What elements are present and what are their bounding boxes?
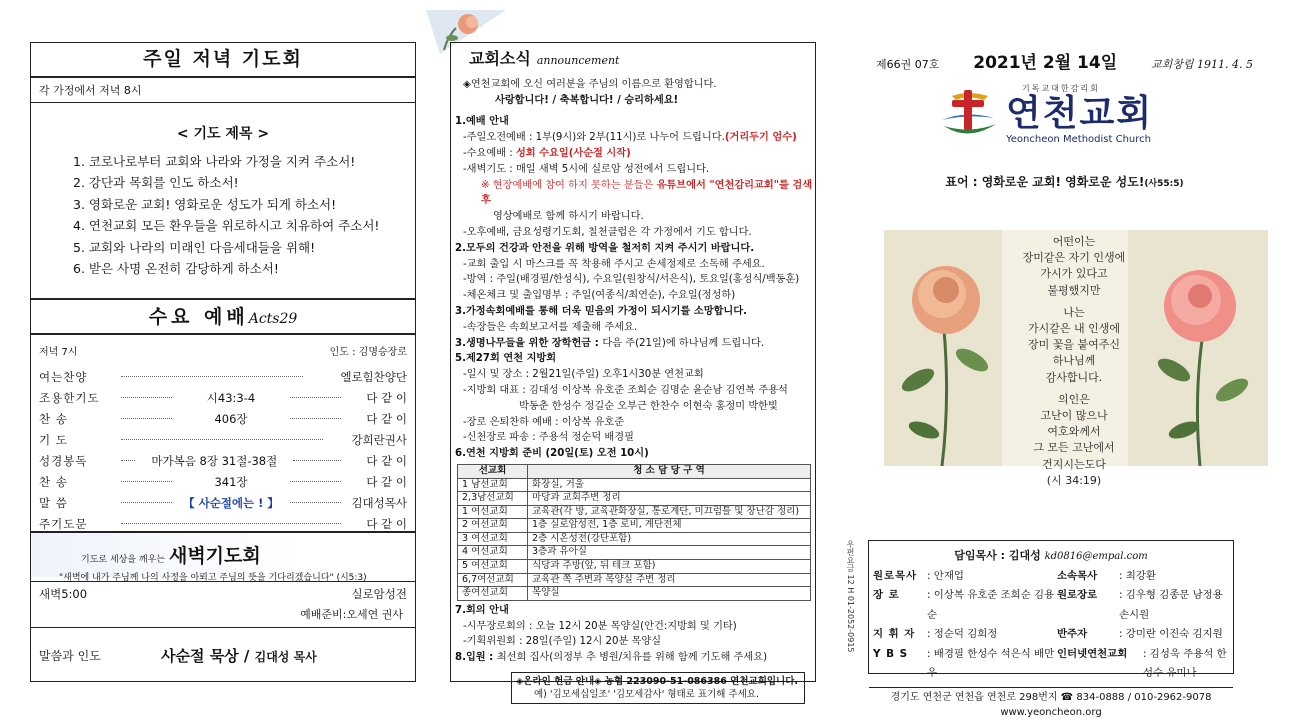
staff-names: : 최강환 — [1119, 570, 1156, 582]
leader-dots — [290, 397, 341, 398]
item-highlight: (거리두기 엄수) — [724, 132, 797, 144]
order-row — [31, 450, 415, 471]
staff-role: 원로목사 — [873, 570, 918, 582]
cleaning-table — [457, 464, 811, 601]
cleaning-area-cell: 교육관 쪽 주변과 목양실 주변 정리 — [528, 573, 811, 587]
leader-dots — [290, 502, 341, 503]
wednesday-worship-title — [31, 300, 415, 335]
cleaning-area-cell: 목양실 — [528, 587, 811, 601]
table-row — [458, 573, 811, 587]
staff-role: 인터넷연천교회 — [1057, 647, 1128, 660]
order-item: 찬 송 — [39, 411, 68, 426]
table-body — [458, 478, 811, 600]
poem-line: 하나님께 — [1052, 354, 1096, 368]
sermon-box — [31, 627, 415, 682]
staff-names: : 김우형 김종문 남정용 손시원 — [1119, 589, 1223, 621]
senior-pastor — [869, 541, 1233, 563]
cleaning-area-cell: 교육관(각 방, 교육관화장실, 통로계단, 미끄럼틀 및 장난감 정리) — [528, 505, 811, 519]
table-row — [458, 492, 811, 506]
section-item: -방역 : 주일(배경필/한성식), 수요일(원창식/서은식), 토요일(홍성식/백동훈) — [463, 274, 800, 286]
cleaning-area-cell: 2층 시온성전(강단포함) — [528, 532, 811, 546]
staff-role: 장 로 — [873, 589, 900, 602]
mission-group-cell: 1 여선교회 — [458, 505, 528, 519]
prayer-topic: 4. 연천교회 모든 환우들을 위로하시고 치유하여 주소서! — [73, 218, 380, 234]
issue-date: 2021년 2월 14일 — [973, 53, 1118, 73]
staff-box — [868, 540, 1234, 719]
poem-line: 고난이 많으나 — [1040, 409, 1108, 423]
prayer-topic: 2. 강단과 목회를 인도 하소서! — [73, 175, 239, 191]
poem-line: 여호와께서 — [1047, 425, 1101, 439]
leader-dots — [121, 376, 303, 377]
dawn-quote: "새벽에 내가 주님께 나의 사정을 아뢰고 주님의 뜻을 기다리겠습니다" (시5:3) — [59, 573, 367, 583]
section-district — [451, 351, 815, 446]
section-item: -시무장로회의 : 오늘 12시 20분 목양실(안건:지방회 및 기타) — [463, 620, 737, 632]
mission-group-cell: 5 여선교회 — [458, 560, 528, 574]
staff-row — [869, 567, 1233, 586]
staff-row — [869, 645, 1233, 684]
church-address: 경기도 연천군 연천읍 연천로 298번지 ☎ 834-0888 / 010-2962-9078 — [890, 692, 1212, 704]
staff-names: : 안재업 — [927, 570, 964, 582]
table-row — [458, 560, 811, 574]
order-item: 찬 송 — [39, 474, 68, 489]
order-detail: 406장 — [214, 411, 248, 426]
offering-note: 예) '김모세십일조' '김모세감사' 형태로 표기해 주세요. — [534, 689, 759, 701]
dawn-info — [31, 581, 415, 627]
poem-line: 장미 꽃을 붙여주신 — [1027, 338, 1120, 352]
staff-names: : 김성욱 주용석 한성수 유미나 — [1143, 647, 1227, 680]
mission-group-cell: 종여선교회 — [458, 587, 528, 601]
poem-line: 건지시는도다 — [1042, 457, 1106, 471]
section-item — [455, 130, 815, 146]
section-title: 3.생명나무들을 위한 장학헌금 : — [455, 337, 603, 349]
order-row — [31, 387, 415, 408]
order-person: 김대성목사 — [351, 495, 407, 510]
section-item: -체온체크 및 출입명부 : 주일(여종식/최연순), 수요일(정성하) — [463, 290, 736, 302]
dawn-pre: 기도로 세상을 깨우는 — [81, 555, 165, 565]
leader-dots — [121, 523, 341, 524]
sermon-series: 사순절 묵상 / — [161, 646, 250, 665]
section-title: 1.예배 안내 — [455, 116, 509, 128]
order-detail: 시43:3-4 — [206, 390, 256, 405]
section-title: 3.가정속회예배를 통해 더욱 믿음의 가정이 되시기를 소망합니다. — [455, 305, 747, 317]
poem — [1008, 230, 1140, 489]
dawn-title: 새벽기도회 — [168, 545, 261, 567]
church-logo — [938, 83, 1267, 145]
order-row — [31, 429, 415, 450]
sunday-prayer-sub: 각 가정에서 저녁 8시 — [31, 78, 415, 103]
sunday-prayer-title: 주일 저녁 기도회 — [31, 43, 415, 78]
table-row — [458, 532, 811, 546]
section-title: 2.모두의 건강과 안전을 위해 방역을 철저히 지켜 주시기 바랍니다. — [455, 242, 755, 254]
welcome — [451, 69, 815, 109]
prayer-topic: 5. 교회와 나라의 미래인 다음세대들을 위해! — [73, 239, 316, 255]
section-item: -장로 은퇴찬하 예배 : 이상복 유호준 — [463, 416, 625, 428]
section-title-line — [455, 336, 815, 352]
order-person: 다 같 이 — [366, 411, 407, 426]
motto-text: 표어 : 영화로운 교회! 영화로운 성도! — [945, 175, 1145, 189]
worship-time: 저녁 7시 — [39, 347, 78, 358]
staff-names: : 이상복 유호준 조희순 김용순 — [927, 589, 1055, 621]
poem-line: 불평했지만 — [1047, 283, 1101, 297]
section-item: -새벽기도 : 매일 새벽 5시에 실로암 성전에서 드립니다. — [463, 163, 710, 175]
order-row — [31, 408, 415, 429]
section-item: -속장들은 속회보고서를 제출해 주세요. — [463, 321, 638, 333]
section-worship — [451, 114, 815, 240]
order-person: 다 같 이 — [366, 453, 407, 468]
poem-line: (시 34:19) — [1046, 473, 1102, 487]
item-text: ※ 현장예배에 참여 하지 못하는 분들은 — [481, 179, 657, 191]
poem-line: 나는 — [1063, 305, 1085, 319]
table-row — [458, 519, 811, 533]
section-item: -일시 및 장소 : 2월21일(주일) 오후1시30분 연천교회 — [463, 369, 704, 381]
section-item: -지방회 대표 : 김대성 이상복 유호준 조희순 김명순 윤순남 김연복 주용석 — [463, 384, 788, 396]
staff-role: 원로장로 — [1057, 589, 1098, 602]
dawn-time: 새벽5:00 — [39, 587, 88, 601]
leader-dots — [290, 481, 341, 482]
church-name: 연천교회 — [1006, 93, 1154, 134]
table-row — [458, 546, 811, 560]
staff-role: Y B S — [873, 647, 909, 660]
welcome-line: ◈연천교회에 오신 여러분을 주님의 이름으로 환영합니다. — [463, 78, 717, 90]
cleaning-area-cell: 3층과 유아실 — [528, 546, 811, 560]
section-item: -교회 출입 시 마스크를 꼭 착용해 주시고 손세정제로 소독해 주세요. — [463, 258, 765, 270]
order-row — [31, 492, 415, 513]
section-title: 8.입원 : — [455, 652, 497, 664]
issue-volume: 제66권 07호 — [876, 58, 940, 71]
cross-logo-icon — [938, 86, 1000, 142]
prayer-topic: 3. 영화로운 교회! 영화로운 성도가 되게 하소서! — [73, 196, 337, 212]
left-panel — [30, 42, 416, 682]
table-row — [458, 587, 811, 601]
sermon-label: 말씀과 인도 — [39, 648, 101, 663]
dawn-line — [31, 582, 415, 606]
mission-group-cell: 2,3남선교회 — [458, 492, 528, 506]
wed-title-text: 수요 예배 — [148, 306, 249, 328]
pastor-name: 담임목사 : 김대성 — [954, 549, 1041, 562]
staff-role: 반주자 — [1057, 628, 1088, 641]
section-item — [455, 146, 815, 162]
poem-line: 의인은 — [1058, 392, 1090, 406]
staff-names: : 정순덕 김희정 — [927, 628, 998, 641]
announce-title-ko: 교회소식 — [469, 49, 531, 68]
sermon-pastor: 김대성 목사 — [254, 649, 317, 664]
section-safety — [451, 241, 815, 304]
denomination: 기독교대한감리회 — [1022, 84, 1100, 93]
cover-panel — [862, 42, 1267, 719]
order-list — [31, 366, 415, 534]
order-item: 조용한기도 — [39, 390, 100, 405]
staff-names: : 강미란 이진숙 김지원 — [1119, 628, 1223, 641]
dawn-prep: 예배준비:오세연 권사 — [300, 608, 403, 621]
order-row — [31, 471, 415, 492]
announce-title-en: announcement — [536, 54, 620, 67]
order-row — [31, 366, 415, 387]
mission-group-cell: 1 남선교회 — [458, 478, 528, 492]
section-value: 최선희 집사(의정부 추 병원/치유를 위해 함께 기도해 주세요) — [496, 652, 768, 664]
staff-names: : 배경필 한성수 석은식 배만우 — [927, 647, 1055, 680]
table-header: 청 소 담 당 구 역 — [528, 464, 811, 478]
leader-dots — [121, 481, 172, 482]
section-meetings — [451, 603, 815, 650]
section-title: 5.제27회 연천 지방회 — [455, 353, 557, 365]
staff-role: 지 휘 자 — [873, 628, 916, 641]
cleaning-area-cell: 1층 실로암성전, 1층 로비, 계단전체 — [528, 519, 811, 533]
order-detail: 마가복음 8장 31절-38절 — [151, 453, 278, 468]
announcement-title — [451, 43, 815, 69]
wed-title-ref: Acts29 — [248, 311, 298, 327]
section-value: 다음 주(21일)에 하나님께 드립니다. — [602, 337, 765, 349]
rose-illustration — [884, 230, 1268, 487]
mission-group-cell: 6,7여선교회 — [458, 573, 528, 587]
poem-line: 가시같은 내 인생에 — [1027, 322, 1120, 336]
online-offering-box — [511, 672, 805, 704]
cleaning-area-cell: 식당과 주방(앞, 뒤 테크 포함) — [528, 560, 811, 574]
sermon-title: 【 사순절에는 ! 】 — [183, 495, 279, 510]
table-row — [458, 478, 811, 492]
church-name-en: Yeoncheon Methodist Church — [1006, 134, 1151, 145]
order-item: 주기도문 — [39, 516, 88, 531]
order-person: 강희란권사 — [351, 432, 407, 447]
dawn-place: 실로암성전 — [351, 587, 407, 601]
section-cleaning — [451, 446, 815, 462]
postal-code: 우편요금 12 H 01-2052-0915 — [846, 540, 855, 653]
leader-dots — [121, 502, 172, 503]
staff-row — [869, 586, 1233, 625]
staff-list — [869, 567, 1233, 683]
announcement-panel — [450, 42, 816, 701]
section-item: -오후예배, 금요성령기도회, 칠천클럽은 각 가정에서 기도 합니다. — [463, 226, 752, 238]
church-contact — [869, 687, 1233, 720]
poem-line: 그 모든 고난에서 — [1033, 441, 1115, 455]
item-text: -수요예배 : — [463, 147, 516, 159]
section-scholarship — [451, 336, 815, 352]
welcome-slogan: 사랑합니다! / 축복합니다! / 승리하세요! — [495, 94, 679, 106]
worship-meta — [31, 335, 415, 358]
order-detail: 341장 — [214, 474, 248, 489]
order-item: 성경봉독 — [39, 453, 88, 468]
prayer-topic: 1. 코로나로부터 교회와 나라와 가정을 지켜 주소서! — [73, 154, 356, 169]
poem-line: 어떤이는 — [1052, 235, 1096, 248]
leader-dots — [121, 418, 172, 419]
order-item: 기 도 — [39, 432, 68, 447]
staff-role: 소속목사 — [1057, 570, 1098, 582]
item-highlight: 유튜브에서 "연천감리교회"를 검색 후 — [481, 179, 813, 207]
mission-group-cell: 4 여선교회 — [458, 546, 528, 560]
section-item: -신천장로 파송 : 주용석 정순덕 배경필 — [463, 432, 634, 444]
poem-line: 감사합니다. — [1045, 370, 1103, 384]
order-person: 다 같 이 — [366, 516, 407, 531]
mission-group-cell: 2 여선교회 — [458, 519, 528, 533]
church-website: www.yeoncheon.org — [1000, 707, 1102, 719]
mission-group-cell: 3 여선교회 — [458, 532, 528, 546]
offering-account: ◈온라인 헌금 안내◈ 농협 223090-51-086386 연천교회입니다. — [516, 676, 799, 688]
table-header-row — [458, 464, 811, 478]
prayer-topics-title: < 기도 제목 > — [176, 126, 270, 142]
pastor-email: kd0816@empal.com — [1044, 551, 1148, 562]
poem-line: 가시가 있다고 — [1040, 267, 1108, 281]
section-title: 7.회의 안내 — [455, 604, 509, 616]
leader-dots — [290, 418, 341, 419]
leader-dots — [293, 460, 341, 461]
dawn-title-line — [31, 533, 415, 568]
section-hospital — [451, 650, 815, 666]
table-header: 선교회 — [458, 464, 528, 478]
logo-text — [1006, 83, 1153, 145]
staff-row — [869, 625, 1233, 644]
sermon-line — [161, 645, 317, 666]
section-cell — [451, 304, 815, 336]
section-item: 박동춘 한성수 정길순 오부근 한찬수 이현숙 홍정미 박한빛 — [519, 400, 778, 412]
poem-line: 장미같은 자기 인생에 — [1022, 251, 1126, 265]
item-text: -주일오전예배 : 1부(9시)와 2부(11시)로 나누어 드립니다. — [463, 132, 725, 144]
prayer-topic: 6. 받은 사명 온전히 감당하게 하소서! — [73, 261, 279, 277]
order-person: 다 같 이 — [366, 474, 407, 489]
leader-dots — [121, 439, 323, 440]
section-title: 6.연천 지방회 준비 (20일(토) 오전 10시) — [455, 448, 649, 460]
leader-dots — [121, 397, 172, 398]
cleaning-area-cell: 마당과 교회주변 정리 — [528, 492, 811, 506]
prayer-topics-list — [73, 151, 415, 279]
order-person: 엘로힘찬양단 — [340, 369, 407, 384]
item-highlight: 성회 수요일(사순절 시작) — [515, 147, 631, 159]
order-item: 여는찬양 — [39, 369, 88, 384]
worship-leader: 인도 : 김명승장로 — [329, 347, 407, 358]
order-item: 말 씀 — [39, 495, 68, 510]
order-person: 다 같 이 — [366, 390, 407, 405]
dawn-prayer-header — [31, 531, 415, 583]
section-title-line — [455, 650, 815, 666]
wednesday-worship — [31, 298, 415, 534]
cleaning-area-cell: 화장실, 거울 — [528, 478, 811, 492]
motto-ref: (사55:5) — [1144, 179, 1184, 189]
motto — [862, 173, 1267, 190]
leader-dots — [121, 460, 135, 461]
section-item: 영상예배로 함께 하시기 바랍니다. — [493, 211, 644, 223]
section-item: -기획위원회 : 28일(주일) 12시 20분 목양실 — [463, 636, 662, 648]
table-row — [458, 505, 811, 519]
section-item — [455, 178, 815, 210]
founding-date: 교회창립 1911. 4. 5 — [1151, 58, 1253, 71]
issue-line — [862, 42, 1267, 73]
